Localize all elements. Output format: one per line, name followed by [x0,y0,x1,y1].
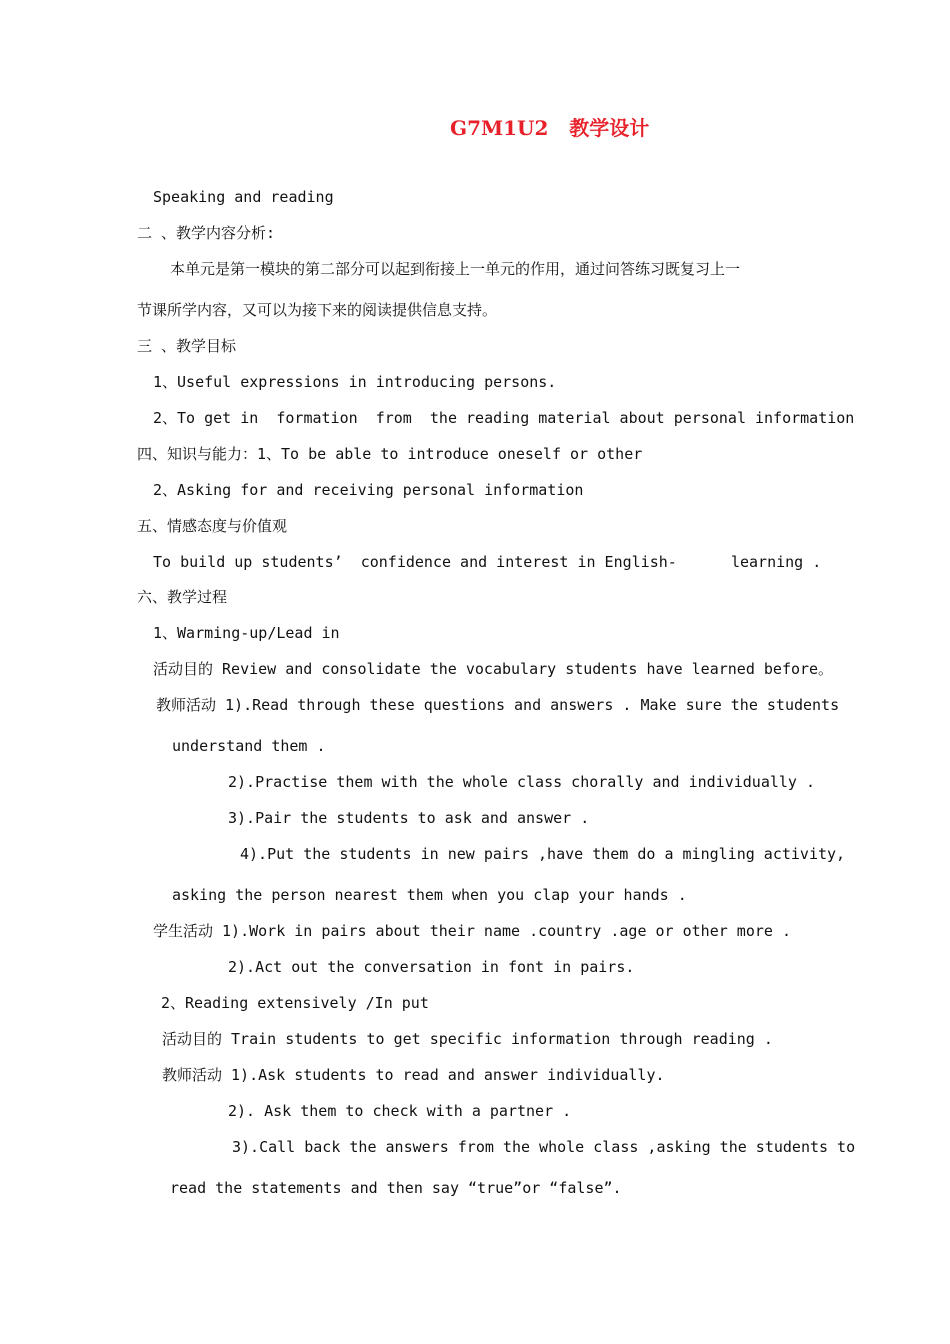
teacher-activity-line: 教师活动 1).Read through these questions and answers . Make sure the students [156,696,840,714]
paragraph-line: 节课所学内容，又可以为接下来的阅读提供信息支持。 [137,301,498,319]
section-heading: 四、知识与能力：1、To be able to introduce oneself or other [137,445,643,463]
activity-purpose-line: 活动目的 Train students to get specific information through reading . [162,1030,773,1048]
teacher-activity-line: read the statements and then say “true”or “false”. [170,1179,622,1197]
student-activity-line: 学生活动 1).Work in pairs about their name .country .age or other more . [153,922,791,940]
subtitle-line: Speaking and reading [153,188,334,206]
objective-line: 1、Useful expressions in introducing persons. [153,373,557,391]
section-heading: 二 、教学内容分析: [137,224,276,242]
teacher-activity-line: 4).Put the students in new pairs ,have them do a mingling activity, [240,845,846,863]
objective-line: 2、To get in formation from the reading material about personal information [153,409,855,427]
teacher-activity-line: understand them . [172,737,326,755]
teacher-activity-line: 2). Ask them to check with a partner . [228,1102,572,1120]
teacher-activity-line: asking the person nearest them when you clap your hands . [172,886,687,904]
teacher-activity-line: 3).Call back the answers from the whole class ,asking the students to [232,1138,856,1156]
step-heading: 2、Reading extensively /In put [161,994,429,1012]
document-title: G7M1U2 教学设计 [450,116,650,140]
teacher-activity-line: 教师活动 1).Ask students to read and answer individually. [162,1066,665,1084]
activity-purpose-line: 活动目的 Review and consolidate the vocabulary students have learned before。 [153,660,834,678]
section-heading: 三 、教学目标 [137,337,237,355]
section-heading: 六、教学过程 [137,588,228,606]
step-heading: 1、Warming-up/Lead in [153,624,340,642]
teacher-activity-line: 2).Practise them with the whole class chorally and individually . [228,773,815,791]
student-activity-line: 2).Act out the conversation in font in pairs. [228,958,635,976]
objective-line: To build up students’ confidence and interest in English- learning . [153,553,822,571]
teacher-activity-line: 3).Pair the students to ask and answer . [228,809,590,827]
paragraph-line: 本单元是第一模块的第二部分可以起到衔接上一单元的作用，通过问答练习既复习上一 [170,260,741,278]
section-heading: 五、情感态度与价值观 [137,517,288,535]
objective-line: 2、Asking for and receiving personal information [153,481,584,499]
